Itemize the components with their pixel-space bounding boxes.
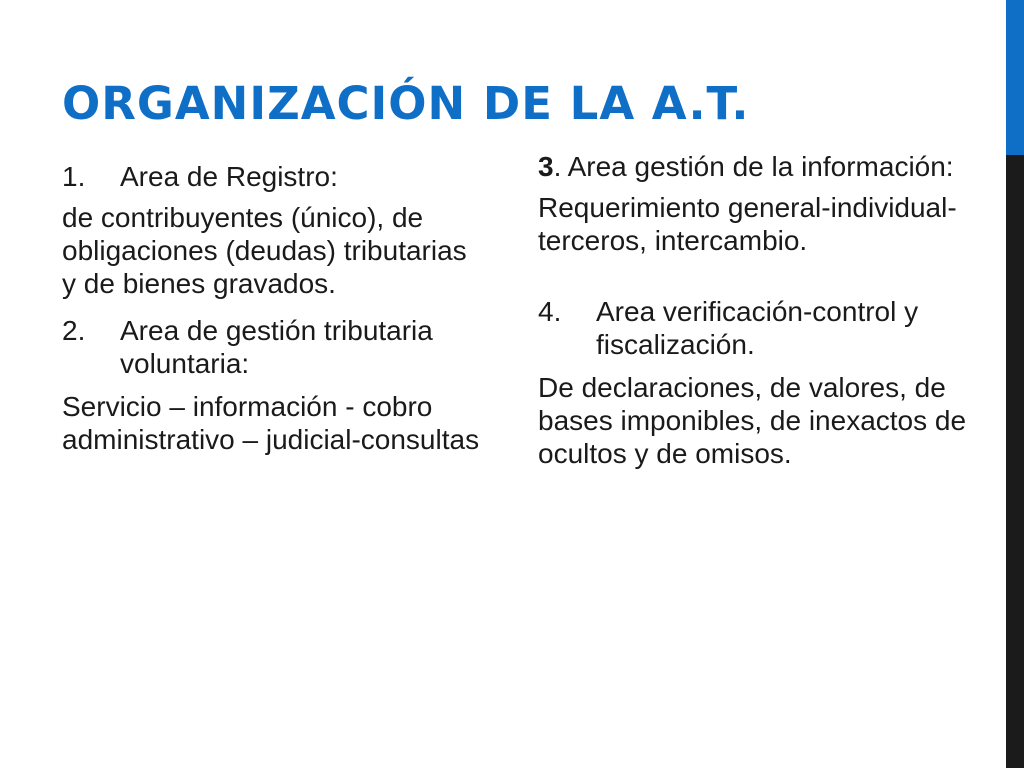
list-item-3-label: . Area gestión de la información:	[553, 151, 954, 182]
list-item-3	[538, 150, 978, 183]
list-item-3-number: 3	[538, 151, 554, 182]
list-item-1-number: 1.	[62, 161, 86, 192]
side-accent-bar	[1006, 0, 1024, 768]
list-item-4-label: Area verificación-control y fiscalización.	[596, 296, 919, 360]
list-item-2-label: Area de gestión tributaria voluntaria:	[120, 315, 433, 379]
slide-title: ORGANIZACIÓN DE LA A.T.	[62, 77, 750, 130]
list-item-1	[62, 160, 482, 193]
list-item-2-body: Servicio – información - cobro administrativo – judicial-consultas	[62, 391, 480, 455]
left-column	[62, 160, 482, 456]
list-item-2	[62, 314, 482, 380]
right-column	[538, 150, 978, 470]
side-accent-bar-dark	[1006, 155, 1024, 768]
list-item-4-number: 4.	[538, 296, 562, 327]
list-item-2-number: 2.	[62, 315, 86, 346]
list-item-4	[538, 295, 978, 361]
side-accent-bar-blue	[1006, 0, 1024, 155]
list-item-3-body: Requerimiento general-individual-terceros, intercambio.	[538, 192, 957, 256]
list-item-1-body: de contribuyentes (único), de obligaciones (deudas) tributarias y de bienes gravados.	[62, 202, 467, 299]
list-item-4-body: De declaraciones, de valores, de bases imponibles, de inexactos de ocultos y de omisos.	[538, 372, 967, 469]
list-item-1-label: Area de Registro:	[120, 161, 338, 192]
